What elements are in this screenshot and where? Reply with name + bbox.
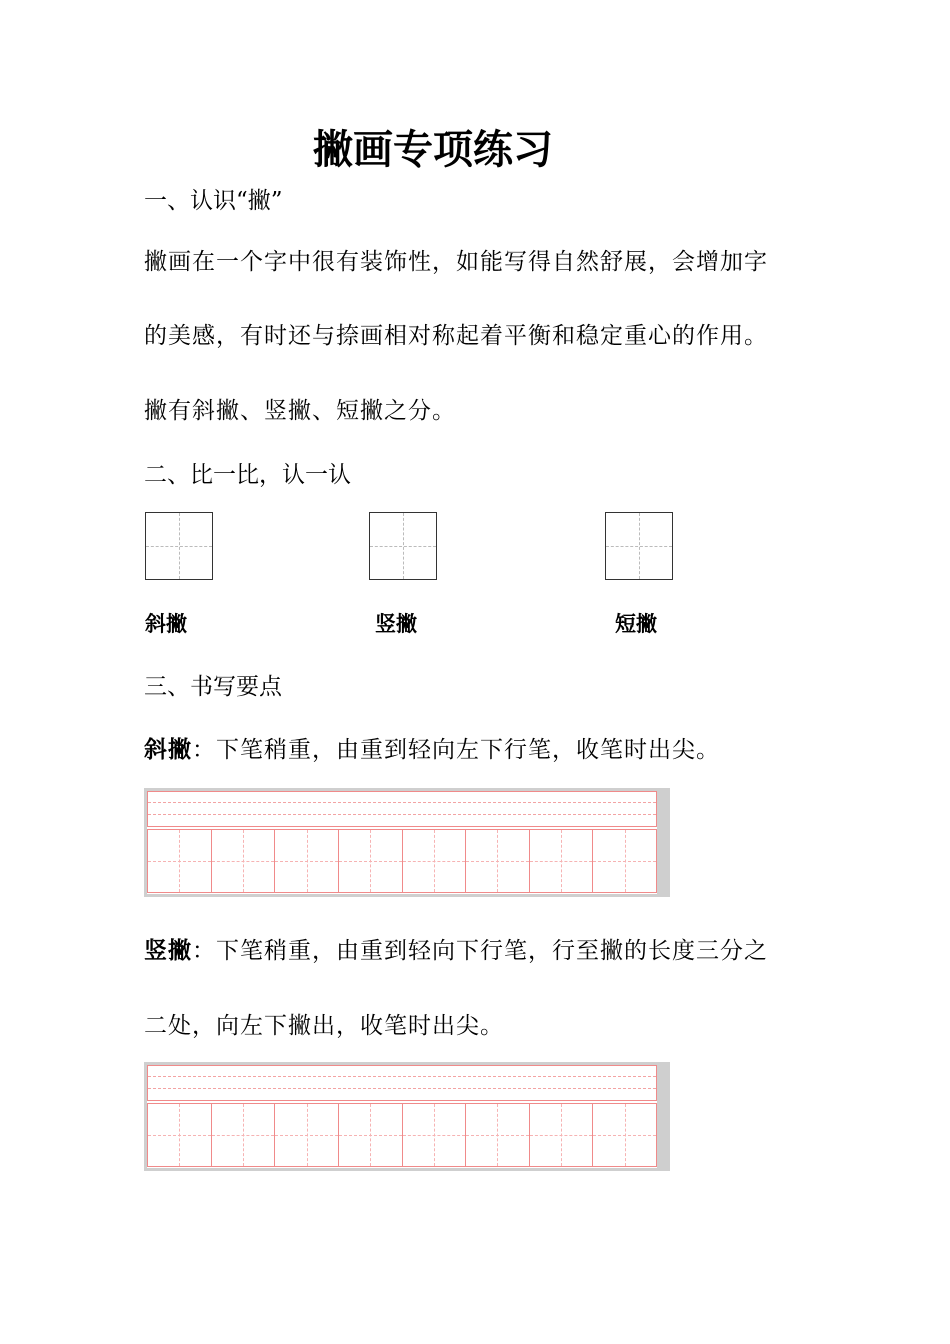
practice-cell[interactable] — [530, 1104, 594, 1166]
section3-heading: 三、书写要点 — [144, 674, 282, 700]
tian-grid-cell — [369, 512, 437, 580]
intro-line-2: 的美感，有时还与捺画相对称起着平衡和稳定重心的作用。 — [144, 323, 768, 349]
practice-cell[interactable] — [148, 830, 212, 892]
practice-cell[interactable] — [466, 830, 530, 892]
stroke-label: 短撇 — [615, 611, 657, 636]
stroke-label: 竖撇 — [375, 611, 417, 636]
section2-heading: 二、比一比，认一认 — [144, 462, 351, 488]
point-2-line-2: 二处，向左下撇出，收笔时出尖。 — [144, 1013, 504, 1039]
pinyin-band — [147, 791, 657, 827]
section1-heading: 一、认识“撇” — [144, 188, 283, 214]
point-2-line-1 — [144, 936, 768, 966]
tian-grid-cell — [605, 512, 673, 580]
practice-cell[interactable] — [593, 1104, 656, 1166]
practice-cell[interactable] — [275, 830, 339, 892]
point-term: 斜撇 — [144, 736, 192, 763]
point-text: ：下笔稍重，由重到轻向左下行笔，收笔时出尖。 — [192, 737, 720, 763]
stroke-label: 斜撇 — [145, 611, 187, 636]
point-1-line-1 — [144, 735, 720, 765]
practice-cell[interactable] — [275, 1104, 339, 1166]
writing-practice-grid[interactable] — [144, 1062, 670, 1171]
practice-cells — [147, 1103, 657, 1167]
pinyin-band — [147, 1065, 657, 1101]
practice-cell[interactable] — [403, 1104, 467, 1166]
practice-cell[interactable] — [530, 830, 594, 892]
practice-cell[interactable] — [339, 1104, 403, 1166]
tian-grid-cell — [145, 512, 213, 580]
practice-cells — [147, 829, 657, 893]
practice-cell[interactable] — [212, 830, 276, 892]
practice-cell[interactable] — [466, 1104, 530, 1166]
practice-cell[interactable] — [148, 1104, 212, 1166]
point-text: ：下笔稍重，由重到轻向下行笔，行至撇的长度三分之 — [192, 938, 768, 964]
practice-cell[interactable] — [339, 830, 403, 892]
writing-practice-grid[interactable] — [144, 788, 670, 897]
practice-cell[interactable] — [593, 830, 656, 892]
practice-cell[interactable] — [212, 1104, 276, 1166]
page-title: 撇画专项练习 — [313, 127, 553, 173]
intro-line-3: 撇有斜撇、竖撇、短撇之分。 — [144, 398, 456, 424]
point-term: 竖撇 — [144, 937, 192, 964]
intro-line-1: 撇画在一个字中很有装饰性，如能写得自然舒展，会增加字 — [144, 249, 768, 275]
practice-cell[interactable] — [403, 830, 467, 892]
